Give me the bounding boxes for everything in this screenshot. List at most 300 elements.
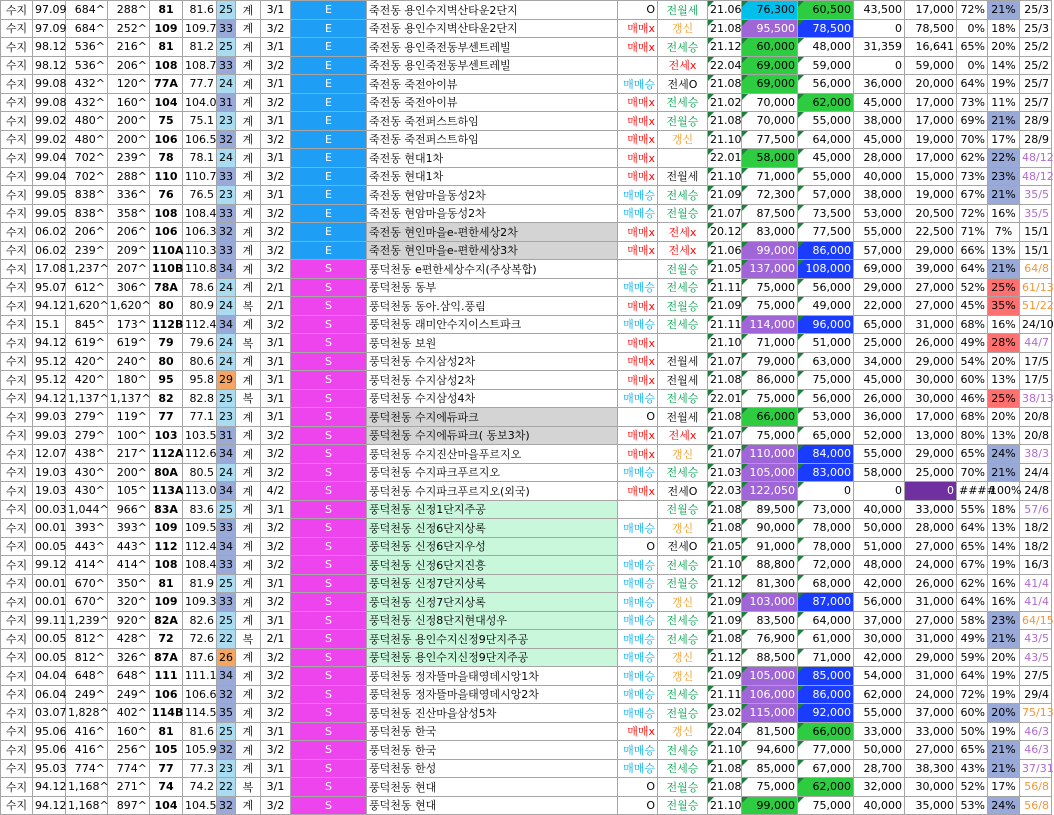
jeonse-price-cell[interactable]: 56,000 xyxy=(798,75,854,94)
sale-price-cell[interactable]: 69,000 xyxy=(742,56,798,75)
floor-info-cell[interactable]: 35/5 xyxy=(1020,204,1052,223)
date-cell[interactable]: 21.08 xyxy=(708,371,742,390)
deposit-cell[interactable]: 26,000 xyxy=(854,389,905,408)
total-households-cell[interactable]: 838^ xyxy=(66,204,108,223)
subway-line-cell[interactable]: E xyxy=(291,223,367,242)
gap-cell[interactable]: 26,000 xyxy=(905,334,957,353)
total-households-cell[interactable]: 279^ xyxy=(66,408,108,427)
unit-count-cell[interactable]: 256^ xyxy=(108,741,150,760)
jeonse-price-cell[interactable]: 87,000 xyxy=(798,593,854,612)
region-cell[interactable]: 수지 xyxy=(1,334,33,353)
hallway-type-cell[interactable]: 계 xyxy=(236,19,261,38)
date-cell[interactable]: 21.07 xyxy=(708,204,742,223)
total-households-cell[interactable]: 670^ xyxy=(66,574,108,593)
size-type-cell[interactable]: 110B xyxy=(150,260,183,279)
room-bath-cell[interactable]: 2/1 xyxy=(261,278,291,297)
table-row[interactable] xyxy=(1,408,1052,427)
date-cell[interactable]: 21.07 xyxy=(708,352,742,371)
deposit-cell[interactable]: 45,000 xyxy=(854,130,905,149)
sale-status-cell[interactable]: 매매승 xyxy=(618,463,658,482)
hallway-type-cell[interactable]: 계 xyxy=(236,500,261,519)
date-cell[interactable]: 22.03 xyxy=(708,482,742,501)
complex-name-cell[interactable]: 풍덕천동 e편한세상수지(주상복합) xyxy=(367,260,618,279)
deposit-cell[interactable]: 65,000 xyxy=(854,315,905,334)
jeonse-price-cell[interactable]: 92,000 xyxy=(798,704,854,723)
deposit-cell[interactable]: 32,000 xyxy=(854,778,905,797)
subway-line-cell[interactable]: S xyxy=(291,445,367,464)
size-type-cell[interactable]: 80 xyxy=(150,297,183,316)
unit-count-cell[interactable]: 966^ xyxy=(108,500,150,519)
region-cell[interactable]: 수지 xyxy=(1,130,33,149)
build-year-cell[interactable]: 00.05 xyxy=(33,537,66,556)
complex-name-cell[interactable]: 죽전동 현암마을동성2차 xyxy=(367,204,618,223)
size-type-cell[interactable]: 75 xyxy=(150,112,183,131)
room-bath-cell[interactable]: 3/1 xyxy=(261,371,291,390)
area-sqm-cell[interactable]: 77.3 xyxy=(183,759,217,778)
rent-status-cell[interactable]: 전세승 xyxy=(658,38,708,57)
jeonse-price-cell[interactable]: 48,000 xyxy=(798,38,854,57)
rent-status-cell[interactable]: 갱신 xyxy=(658,519,708,538)
sale-price-cell[interactable]: 60,000 xyxy=(742,38,798,57)
sale-price-cell[interactable]: 75,000 xyxy=(742,389,798,408)
gap-cell[interactable]: 25,000 xyxy=(905,463,957,482)
floor-info-cell[interactable]: 48/12 xyxy=(1020,149,1052,168)
jeonse-price-cell[interactable]: 86,000 xyxy=(798,241,854,260)
unit-count-cell[interactable]: 920^ xyxy=(108,611,150,630)
subway-line-cell[interactable]: E xyxy=(291,149,367,168)
gap-ratio-cell[interactable]: 14% xyxy=(988,537,1020,556)
gap-ratio-cell[interactable]: 13% xyxy=(988,241,1020,260)
hallway-type-cell[interactable]: 계 xyxy=(236,537,261,556)
rent-status-cell[interactable]: 전세x xyxy=(658,56,708,75)
floor-info-cell[interactable]: 25/3 xyxy=(1020,1,1052,20)
subway-line-cell[interactable]: S xyxy=(291,315,367,334)
total-households-cell[interactable]: 1,137^ xyxy=(66,389,108,408)
jeonse-price-cell[interactable]: 73,000 xyxy=(798,500,854,519)
gap-cell[interactable]: 31,000 xyxy=(905,593,957,612)
floor-info-cell[interactable]: 15/1 xyxy=(1020,241,1052,260)
pyeong-cell[interactable]: 34 xyxy=(217,260,236,279)
jeonse-price-cell[interactable]: 62,000 xyxy=(798,93,854,112)
area-sqm-cell[interactable]: 109.5 xyxy=(183,519,217,538)
sale-price-cell[interactable]: 88,500 xyxy=(742,648,798,667)
size-type-cell[interactable]: 81 xyxy=(150,722,183,741)
unit-count-cell[interactable]: 428^ xyxy=(108,630,150,649)
size-type-cell[interactable]: 106 xyxy=(150,130,183,149)
sale-status-cell[interactable]: 매매승 xyxy=(618,741,658,760)
hallway-type-cell[interactable]: 계 xyxy=(236,648,261,667)
deposit-cell[interactable]: 29,000 xyxy=(854,278,905,297)
floor-info-cell[interactable]: 16/3 xyxy=(1020,556,1052,575)
area-sqm-cell[interactable]: 105.9 xyxy=(183,741,217,760)
jeonse-ratio-cell[interactable]: 65% xyxy=(957,38,988,57)
rent-status-cell[interactable]: 전세승 xyxy=(658,186,708,205)
pyeong-cell[interactable]: 34 xyxy=(217,315,236,334)
jeonse-price-cell[interactable]: 55,000 xyxy=(798,112,854,131)
region-cell[interactable]: 수지 xyxy=(1,260,33,279)
jeonse-price-cell[interactable]: 85,000 xyxy=(798,667,854,686)
table-row[interactable] xyxy=(1,297,1052,316)
area-sqm-cell[interactable]: 78.1 xyxy=(183,149,217,168)
build-year-cell[interactable]: 94.12 xyxy=(33,297,66,316)
floor-info-cell[interactable]: 43/5 xyxy=(1020,630,1052,649)
complex-name-cell[interactable]: 풍덕천동 신정6단지진흥 xyxy=(367,556,618,575)
build-year-cell[interactable]: 97.09 xyxy=(33,1,66,20)
hallway-type-cell[interactable]: 계 xyxy=(236,759,261,778)
room-bath-cell[interactable]: 3/2 xyxy=(261,426,291,445)
jeonse-ratio-cell[interactable]: 46% xyxy=(957,389,988,408)
subway-line-cell[interactable]: S xyxy=(291,352,367,371)
complex-name-cell[interactable]: 죽전동 용인수지벽산타운2단지 xyxy=(367,1,618,20)
gap-cell[interactable]: 19,000 xyxy=(905,130,957,149)
total-households-cell[interactable]: 239^ xyxy=(66,241,108,260)
room-bath-cell[interactable]: 3/2 xyxy=(261,796,291,815)
floor-info-cell[interactable]: 24/8 xyxy=(1020,482,1052,501)
unit-count-cell[interactable]: 100^ xyxy=(108,426,150,445)
subway-line-cell[interactable]: E xyxy=(291,167,367,186)
room-bath-cell[interactable]: 3/1 xyxy=(261,574,291,593)
area-sqm-cell[interactable]: 87.6 xyxy=(183,648,217,667)
pyeong-cell[interactable]: 25 xyxy=(217,574,236,593)
unit-count-cell[interactable]: 619^ xyxy=(108,334,150,353)
gap-ratio-cell[interactable]: 24% xyxy=(988,796,1020,815)
unit-count-cell[interactable]: 648^ xyxy=(108,667,150,686)
gap-cell[interactable]: 29,000 xyxy=(905,445,957,464)
hallway-type-cell[interactable]: 계 xyxy=(236,56,261,75)
gap-cell[interactable]: 29,000 xyxy=(905,648,957,667)
date-cell[interactable]: 22.01 xyxy=(708,389,742,408)
unit-count-cell[interactable]: 1,137^ xyxy=(108,389,150,408)
jeonse-ratio-cell[interactable]: 59% xyxy=(957,648,988,667)
table-row[interactable] xyxy=(1,149,1052,168)
jeonse-price-cell[interactable]: 55,000 xyxy=(798,167,854,186)
complex-name-cell[interactable]: 죽전동 용인죽전동부센트레빌 xyxy=(367,56,618,75)
build-year-cell[interactable]: 06.02 xyxy=(33,223,66,242)
gap-cell[interactable]: 33,000 xyxy=(905,722,957,741)
total-households-cell[interactable]: 1,239^ xyxy=(66,611,108,630)
size-type-cell[interactable]: 113A xyxy=(150,482,183,501)
sale-price-cell[interactable]: 70,000 xyxy=(742,112,798,131)
rent-status-cell[interactable]: 갱신 xyxy=(658,593,708,612)
date-cell[interactable]: 21.08 xyxy=(708,19,742,38)
table-row[interactable] xyxy=(1,223,1052,242)
size-type-cell[interactable]: 82A xyxy=(150,611,183,630)
size-type-cell[interactable]: 112B xyxy=(150,315,183,334)
room-bath-cell[interactable]: 3/2 xyxy=(261,223,291,242)
pyeong-cell[interactable]: 25 xyxy=(217,389,236,408)
room-bath-cell[interactable]: 3/2 xyxy=(261,593,291,612)
unit-count-cell[interactable]: 160^ xyxy=(108,722,150,741)
pyeong-cell[interactable]: 22 xyxy=(217,778,236,797)
table-row[interactable] xyxy=(1,667,1052,686)
subway-line-cell[interactable]: S xyxy=(291,667,367,686)
total-households-cell[interactable]: 432^ xyxy=(66,93,108,112)
size-type-cell[interactable]: 80 xyxy=(150,352,183,371)
table-row[interactable] xyxy=(1,167,1052,186)
build-year-cell[interactable]: 99.04 xyxy=(33,149,66,168)
rent-status-cell[interactable]: 전세O xyxy=(658,537,708,556)
hallway-type-cell[interactable]: 계 xyxy=(236,741,261,760)
gap-ratio-cell[interactable]: 16% xyxy=(988,593,1020,612)
deposit-cell[interactable]: 50,000 xyxy=(854,519,905,538)
table-row[interactable] xyxy=(1,130,1052,149)
date-cell[interactable]: 21.09 xyxy=(708,667,742,686)
complex-name-cell[interactable]: 죽전동 현인마을e-편한세상3차 xyxy=(367,241,618,260)
sale-price-cell[interactable]: 77,500 xyxy=(742,130,798,149)
sale-status-cell[interactable]: 매매승 xyxy=(618,574,658,593)
area-sqm-cell[interactable]: 72.6 xyxy=(183,630,217,649)
region-cell[interactable]: 수지 xyxy=(1,537,33,556)
sale-price-cell[interactable]: 83,500 xyxy=(742,611,798,630)
hallway-type-cell[interactable]: 계 xyxy=(236,796,261,815)
sale-status-cell[interactable]: 매매승 xyxy=(618,278,658,297)
deposit-cell[interactable]: 54,000 xyxy=(854,667,905,686)
hallway-type-cell[interactable]: 계 xyxy=(236,223,261,242)
room-bath-cell[interactable]: 3/2 xyxy=(261,93,291,112)
build-year-cell[interactable]: 06.02 xyxy=(33,241,66,260)
room-bath-cell[interactable]: 3/2 xyxy=(261,556,291,575)
gap-cell[interactable]: 38,300 xyxy=(905,759,957,778)
sale-price-cell[interactable]: 75,000 xyxy=(742,778,798,797)
complex-name-cell[interactable]: 풍덕천동 정자뜰마을태영데시앙2차 xyxy=(367,685,618,704)
pyeong-cell[interactable]: 25 xyxy=(217,500,236,519)
deposit-cell[interactable]: 48,000 xyxy=(854,556,905,575)
gap-cell[interactable]: 22,500 xyxy=(905,223,957,242)
hallway-type-cell[interactable]: 계 xyxy=(236,186,261,205)
region-cell[interactable]: 수지 xyxy=(1,704,33,723)
unit-count-cell[interactable]: 774^ xyxy=(108,759,150,778)
unit-count-cell[interactable]: 306^ xyxy=(108,278,150,297)
table-row[interactable] xyxy=(1,204,1052,223)
complex-name-cell[interactable]: 풍덕천동 진산마을삼성5차 xyxy=(367,704,618,723)
rent-status-cell[interactable]: 전월승 xyxy=(658,204,708,223)
complex-name-cell[interactable]: 죽전동 현대1차 xyxy=(367,167,618,186)
build-year-cell[interactable]: 00.01 xyxy=(33,593,66,612)
date-cell[interactable]: 21.07 xyxy=(708,445,742,464)
total-households-cell[interactable]: 480^ xyxy=(66,112,108,131)
subway-line-cell[interactable]: E xyxy=(291,186,367,205)
gap-ratio-cell[interactable]: 21% xyxy=(988,1,1020,20)
complex-name-cell[interactable]: 풍덕천동 수지삼성4차 xyxy=(367,389,618,408)
region-cell[interactable]: 수지 xyxy=(1,611,33,630)
sale-status-cell[interactable]: 매매x xyxy=(618,149,658,168)
sale-price-cell[interactable]: 58,000 xyxy=(742,149,798,168)
build-year-cell[interactable]: 00.05 xyxy=(33,630,66,649)
sale-status-cell[interactable]: 매매x xyxy=(618,334,658,353)
subway-line-cell[interactable]: S xyxy=(291,630,367,649)
floor-info-cell[interactable]: 41/4 xyxy=(1020,574,1052,593)
room-bath-cell[interactable]: 3/1 xyxy=(261,722,291,741)
build-year-cell[interactable]: 00.03 xyxy=(33,500,66,519)
date-cell[interactable]: 23.02 xyxy=(708,704,742,723)
gap-ratio-cell[interactable]: 21% xyxy=(988,630,1020,649)
total-households-cell[interactable]: 414^ xyxy=(66,556,108,575)
floor-info-cell[interactable]: 20/8 xyxy=(1020,426,1052,445)
gap-cell[interactable]: 35,000 xyxy=(905,796,957,815)
build-year-cell[interactable]: 95.03 xyxy=(33,759,66,778)
complex-name-cell[interactable]: 풍덕천동 현대 xyxy=(367,778,618,797)
sale-status-cell[interactable]: 매매x xyxy=(618,371,658,390)
pyeong-cell[interactable]: 24 xyxy=(217,334,236,353)
sale-price-cell[interactable]: 72,300 xyxy=(742,186,798,205)
total-households-cell[interactable]: 774^ xyxy=(66,759,108,778)
hallway-type-cell[interactable]: 계 xyxy=(236,38,261,57)
sale-status-cell[interactable]: 매매승 xyxy=(618,593,658,612)
total-households-cell[interactable]: 648^ xyxy=(66,667,108,686)
gap-cell[interactable]: 17,000 xyxy=(905,93,957,112)
deposit-cell[interactable]: 58,000 xyxy=(854,463,905,482)
region-cell[interactable]: 수지 xyxy=(1,297,33,316)
total-households-cell[interactable]: 536^ xyxy=(66,56,108,75)
date-cell[interactable]: 21.08 xyxy=(708,778,742,797)
region-cell[interactable]: 수지 xyxy=(1,19,33,38)
date-cell[interactable]: 20.12 xyxy=(708,223,742,242)
floor-info-cell[interactable]: 37/31 xyxy=(1020,759,1052,778)
jeonse-ratio-cell[interactable]: 52% xyxy=(957,778,988,797)
size-type-cell[interactable]: 78A xyxy=(150,278,183,297)
jeonse-ratio-cell[interactable]: 55% xyxy=(957,500,988,519)
date-cell[interactable]: 21.06 xyxy=(708,1,742,20)
gap-ratio-cell[interactable]: 21% xyxy=(988,463,1020,482)
jeonse-ratio-cell[interactable]: 64% xyxy=(957,667,988,686)
jeonse-ratio-cell[interactable]: 67% xyxy=(957,186,988,205)
rent-status-cell[interactable]: 전세x xyxy=(658,223,708,242)
gap-ratio-cell[interactable]: 19% xyxy=(988,722,1020,741)
size-type-cell[interactable]: 110 xyxy=(150,167,183,186)
total-households-cell[interactable]: 619^ xyxy=(66,334,108,353)
sale-price-cell[interactable]: 76,300 xyxy=(742,1,798,20)
region-cell[interactable]: 수지 xyxy=(1,667,33,686)
area-sqm-cell[interactable]: 109.3 xyxy=(183,593,217,612)
size-type-cell[interactable]: 112 xyxy=(150,537,183,556)
table-row[interactable] xyxy=(1,260,1052,279)
jeonse-ratio-cell[interactable]: 53% xyxy=(957,796,988,815)
complex-name-cell[interactable]: 죽전동 현대1차 xyxy=(367,149,618,168)
gap-cell[interactable]: 30,000 xyxy=(905,389,957,408)
sale-status-cell[interactable] xyxy=(618,500,658,519)
floor-info-cell[interactable]: 64/15 xyxy=(1020,611,1052,630)
sale-price-cell[interactable]: 105,000 xyxy=(742,667,798,686)
size-type-cell[interactable]: 106 xyxy=(150,223,183,242)
table-row[interactable] xyxy=(1,241,1052,260)
deposit-cell[interactable]: 52,000 xyxy=(854,426,905,445)
build-year-cell[interactable]: 99.11 xyxy=(33,611,66,630)
sale-status-cell[interactable]: 매매x xyxy=(618,352,658,371)
subway-line-cell[interactable]: S xyxy=(291,519,367,538)
gap-ratio-cell[interactable]: 20% xyxy=(988,648,1020,667)
pyeong-cell[interactable]: 32 xyxy=(217,130,236,149)
subway-line-cell[interactable]: S xyxy=(291,389,367,408)
total-households-cell[interactable]: 1,620^ xyxy=(66,297,108,316)
table-row[interactable] xyxy=(1,796,1052,815)
date-cell[interactable]: 21.12 xyxy=(708,38,742,57)
build-year-cell[interactable]: 94.12 xyxy=(33,389,66,408)
region-cell[interactable]: 수지 xyxy=(1,75,33,94)
subway-line-cell[interactable]: S xyxy=(291,741,367,760)
jeonse-ratio-cell[interactable]: 71% xyxy=(957,223,988,242)
complex-name-cell[interactable]: 풍덕천동 현대 xyxy=(367,796,618,815)
table-row[interactable] xyxy=(1,685,1052,704)
jeonse-ratio-cell[interactable]: 58% xyxy=(957,611,988,630)
jeonse-price-cell[interactable]: 84,000 xyxy=(798,445,854,464)
size-type-cell[interactable]: 104 xyxy=(150,796,183,815)
gap-cell[interactable]: 16,641 xyxy=(905,38,957,57)
jeonse-ratio-cell[interactable]: 66% xyxy=(957,241,988,260)
jeonse-ratio-cell[interactable]: 73% xyxy=(957,167,988,186)
table-row[interactable] xyxy=(1,482,1052,501)
subway-line-cell[interactable]: S xyxy=(291,722,367,741)
unit-count-cell[interactable]: 200^ xyxy=(108,112,150,131)
room-bath-cell[interactable]: 3/1 xyxy=(261,611,291,630)
room-bath-cell[interactable]: 3/1 xyxy=(261,186,291,205)
pyeong-cell[interactable]: 24 xyxy=(217,297,236,316)
unit-count-cell[interactable]: 249^ xyxy=(108,685,150,704)
sale-price-cell[interactable]: 122,050 xyxy=(742,482,798,501)
sale-status-cell[interactable]: 매매x xyxy=(618,482,658,501)
jeonse-ratio-cell[interactable]: 65% xyxy=(957,537,988,556)
subway-line-cell[interactable]: S xyxy=(291,426,367,445)
gap-ratio-cell[interactable]: 22% xyxy=(988,149,1020,168)
area-sqm-cell[interactable]: 108.4 xyxy=(183,204,217,223)
subway-line-cell[interactable]: S xyxy=(291,556,367,575)
subway-line-cell[interactable]: S xyxy=(291,463,367,482)
gap-cell[interactable]: 17,000 xyxy=(905,1,957,20)
region-cell[interactable]: 수지 xyxy=(1,1,33,20)
date-cell[interactable]: 21.09 xyxy=(708,611,742,630)
deposit-cell[interactable]: 51,000 xyxy=(854,537,905,556)
deposit-cell[interactable]: 36,000 xyxy=(854,408,905,427)
pyeong-cell[interactable]: 35 xyxy=(217,704,236,723)
sale-status-cell[interactable]: 매매승 xyxy=(618,389,658,408)
pyeong-cell[interactable]: 29 xyxy=(217,371,236,390)
jeonse-price-cell[interactable]: 73,500 xyxy=(798,204,854,223)
sale-status-cell[interactable]: 매매x xyxy=(618,19,658,38)
gap-ratio-cell[interactable]: 20% xyxy=(988,704,1020,723)
date-cell[interactable]: 21.11 xyxy=(708,685,742,704)
table-row[interactable] xyxy=(1,537,1052,556)
sale-status-cell[interactable]: O xyxy=(618,778,658,797)
region-cell[interactable]: 수지 xyxy=(1,574,33,593)
area-sqm-cell[interactable]: 79.6 xyxy=(183,334,217,353)
deposit-cell[interactable]: 42,000 xyxy=(854,648,905,667)
total-households-cell[interactable]: 845^ xyxy=(66,315,108,334)
unit-count-cell[interactable]: 200^ xyxy=(108,130,150,149)
area-sqm-cell[interactable]: 77.1 xyxy=(183,408,217,427)
unit-count-cell[interactable]: 288^ xyxy=(108,167,150,186)
subway-line-cell[interactable]: S xyxy=(291,796,367,815)
gap-ratio-cell[interactable]: 19% xyxy=(988,667,1020,686)
rent-status-cell[interactable]: 전월세 xyxy=(658,371,708,390)
subway-line-cell[interactable]: E xyxy=(291,75,367,94)
subway-line-cell[interactable]: E xyxy=(291,93,367,112)
jeonse-price-cell[interactable]: 61,000 xyxy=(798,630,854,649)
size-type-cell[interactable]: 106 xyxy=(150,685,183,704)
complex-name-cell[interactable]: 풍덕천동 수지에듀파크( 동보3차) xyxy=(367,426,618,445)
sale-price-cell[interactable]: 90,000 xyxy=(742,519,798,538)
subway-line-cell[interactable]: S xyxy=(291,260,367,279)
hallway-type-cell[interactable]: 계 xyxy=(236,482,261,501)
rent-status-cell[interactable] xyxy=(658,334,708,353)
complex-name-cell[interactable]: 풍덕천동 수지삼성2차 xyxy=(367,371,618,390)
region-cell[interactable]: 수지 xyxy=(1,796,33,815)
build-year-cell[interactable]: 00.01 xyxy=(33,519,66,538)
gap-ratio-cell[interactable]: 17% xyxy=(988,778,1020,797)
region-cell[interactable]: 수지 xyxy=(1,223,33,242)
region-cell[interactable]: 수지 xyxy=(1,722,33,741)
table-row[interactable] xyxy=(1,463,1052,482)
gap-cell[interactable]: 0 xyxy=(905,482,957,501)
deposit-cell[interactable]: 62,000 xyxy=(854,685,905,704)
